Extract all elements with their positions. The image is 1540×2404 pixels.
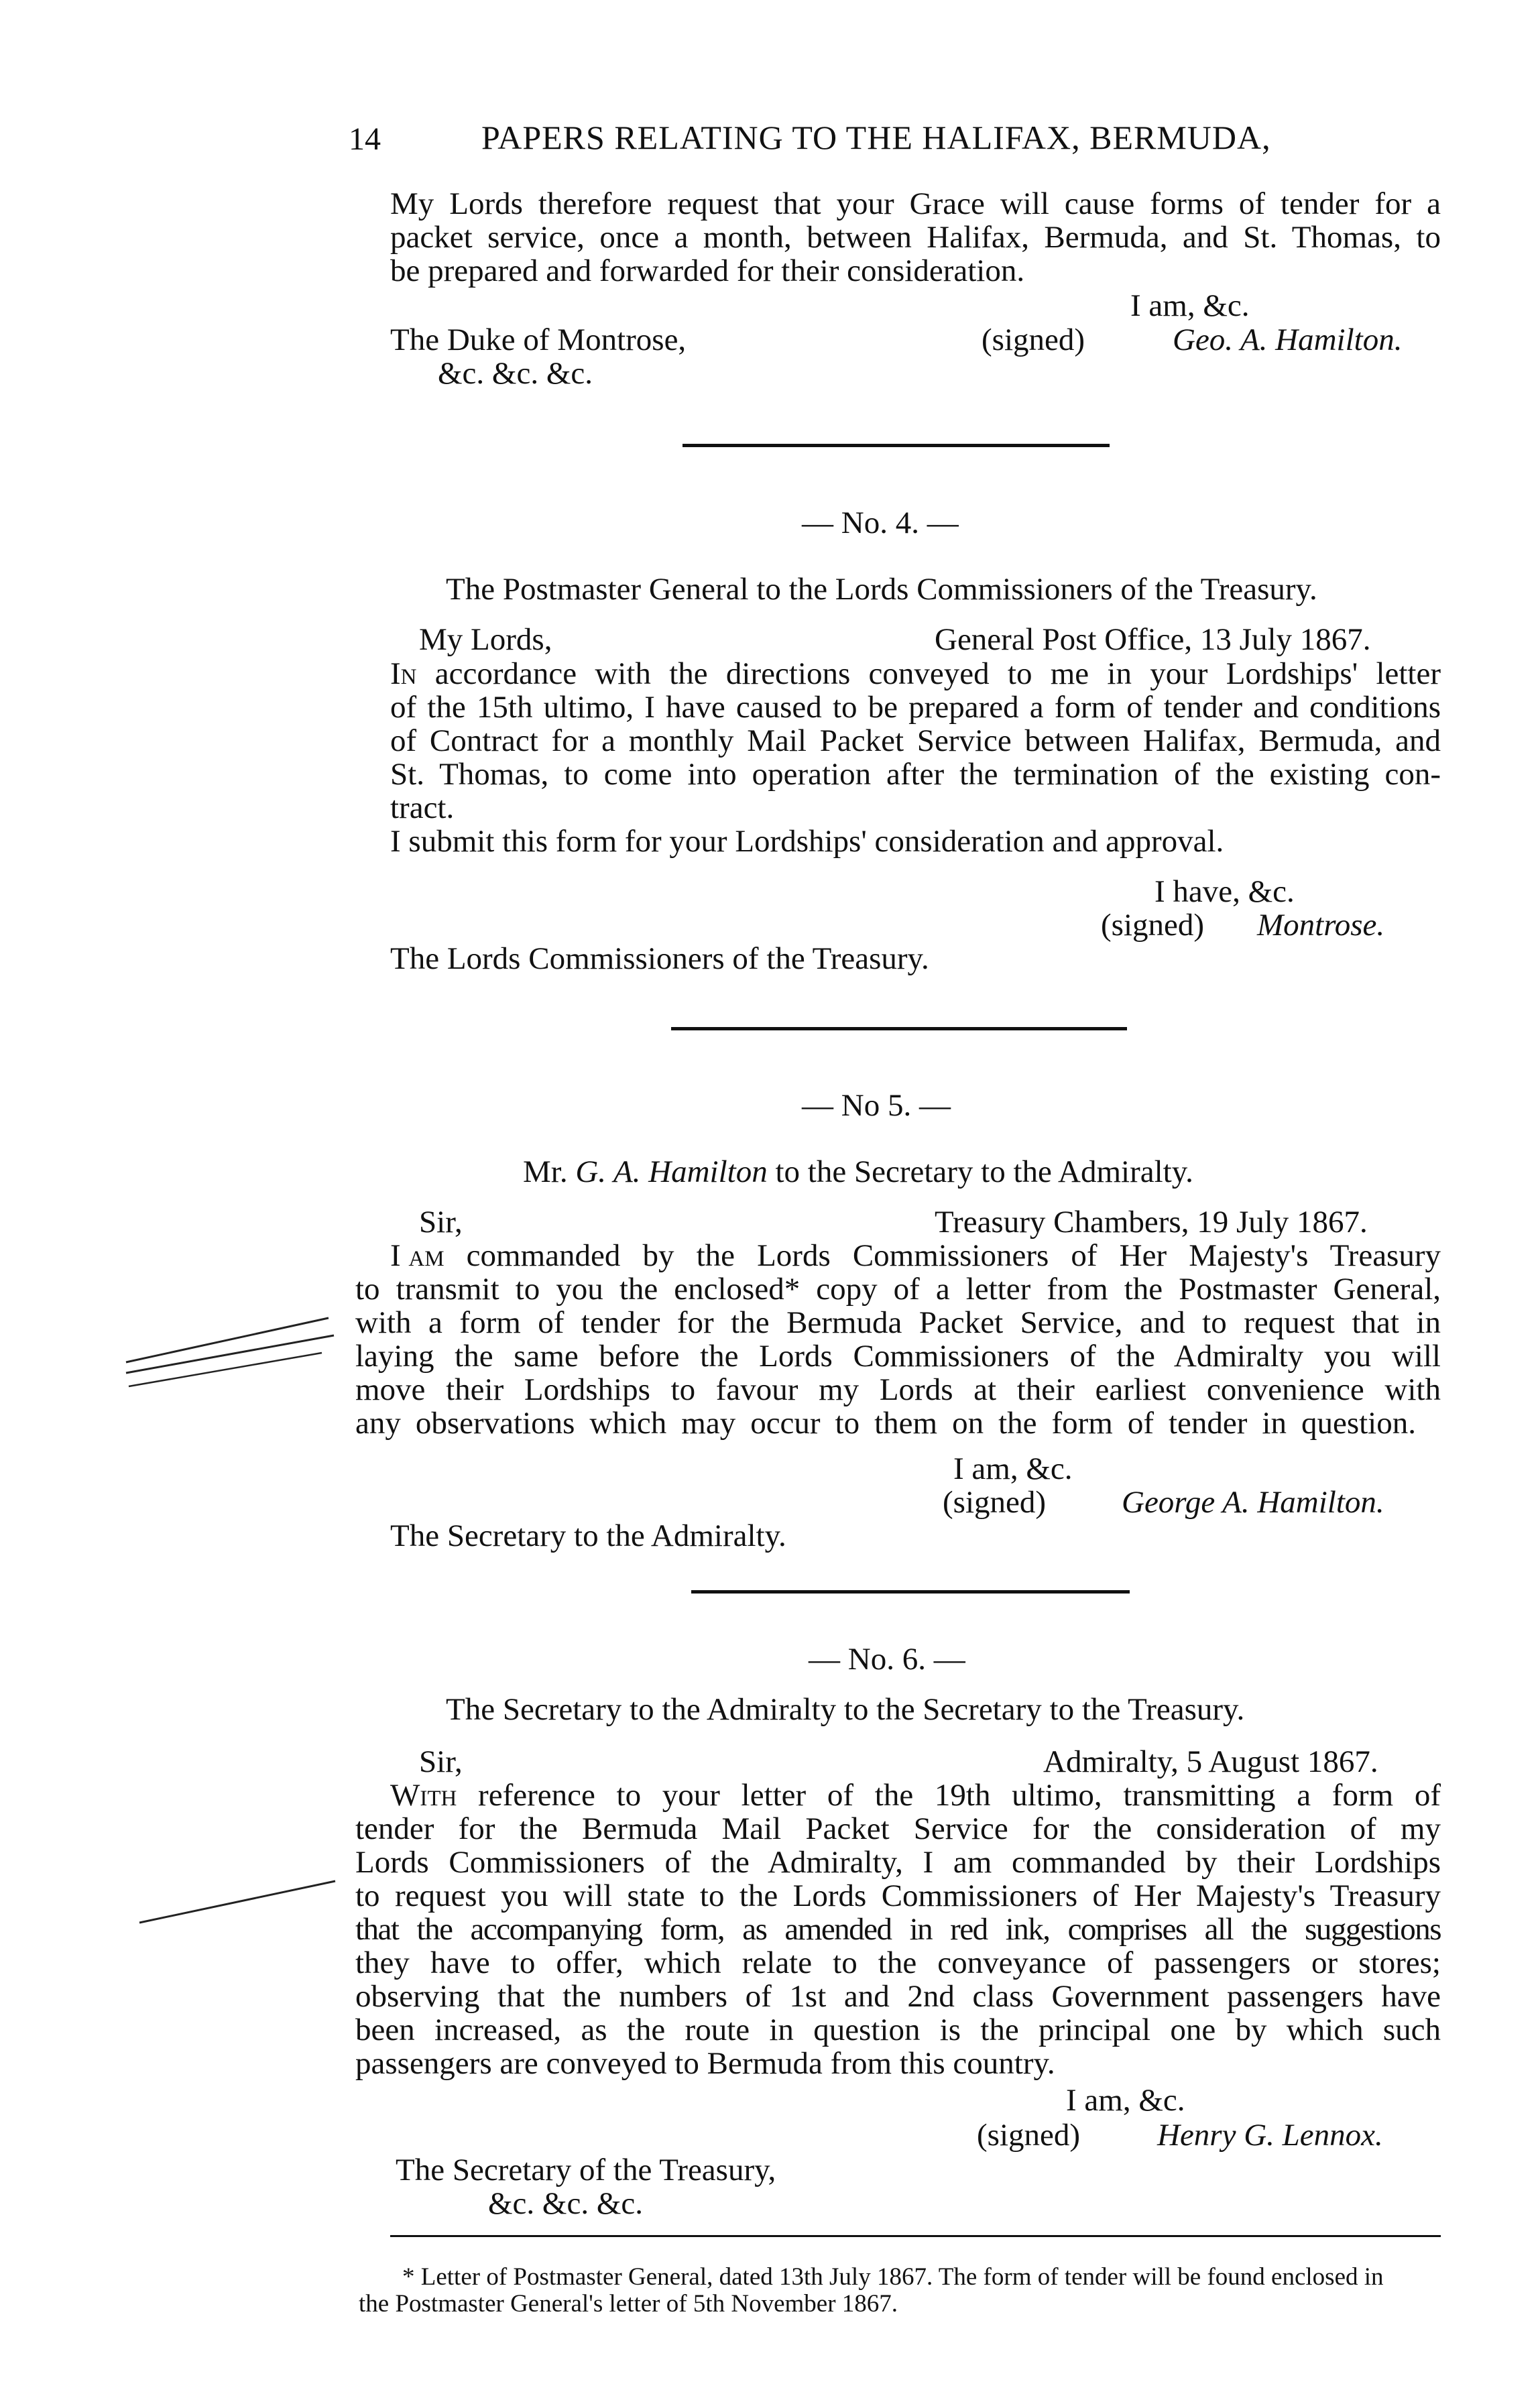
- letter-heading: The Secretary to the Admiralty to the Secretary to the Treasury.: [446, 1692, 1245, 1727]
- salutation: My Lords,: [419, 622, 552, 657]
- text-line: My Lords therefore request that your Grace will cause forms of tender for a: [390, 186, 1441, 221]
- section-divider: [683, 444, 1110, 447]
- text-line: [390, 657, 1441, 690]
- text-line: tract.: [390, 790, 455, 825]
- text-line: any observations which may occur to them on the form of tender in question.: [355, 1406, 1416, 1441]
- place-date: General Post Office, 13 July 1867.: [935, 622, 1371, 657]
- signed-label: (signed): [1101, 908, 1205, 943]
- footnote-rule: [390, 2235, 1441, 2237]
- place-date: Treasury Chambers, 19 July 1867.: [935, 1205, 1368, 1240]
- salutation: Sir,: [419, 1205, 463, 1240]
- margin-strokes: [121, 1301, 342, 1401]
- text-line: laying the same before the Lords Commissioners of the Admiralty you will: [355, 1339, 1441, 1374]
- section-number: — No 5. —: [802, 1088, 951, 1123]
- salutation: Sir,: [419, 1744, 463, 1779]
- text-line: of Contract for a monthly Mail Packet Service between Halifax, Bermuda, and: [390, 723, 1441, 758]
- signed-label: (signed): [982, 322, 1085, 357]
- text-line: they have to offer, which relate to the conveyance of passengers or stores;: [355, 1945, 1441, 1980]
- running-title: PAPERS RELATING TO THE HALIFAX, BERMUDA,: [481, 119, 1271, 156]
- addressee: The Secretary of the Treasury,: [396, 2153, 776, 2187]
- place-date: Admiralty, 5 August 1867.: [1043, 1744, 1378, 1779]
- text-line: to request you will state to the Lords Commissioners of Her Majesty's Treasury: [355, 1878, 1441, 1913]
- closing: I have, &c.: [1154, 874, 1295, 909]
- text-line: Lords Commissioners of the Admiralty, I am commanded by their Lordships: [355, 1845, 1441, 1880]
- text-line-rest: commanded by the Lords Commissioners of Her Majesty's Treasury: [444, 1238, 1441, 1273]
- addressee: The Lords Commissioners of the Treasury.: [390, 941, 929, 976]
- text-line: been increased, as the route in question is the principal one by which such: [355, 2012, 1441, 2047]
- letter-heading: [523, 1155, 1193, 1189]
- page-number: 14: [349, 121, 381, 157]
- addressee-etc: &c. &c. &c.: [488, 2186, 644, 2221]
- text-line: move their Lordships to favour my Lords at their earliest convenience with: [355, 1372, 1441, 1407]
- signed-label: (signed): [977, 2118, 1081, 2153]
- text-line: observing that the numbers of 1st and 2nd class Government passengers have: [355, 1979, 1441, 2014]
- text-line-rest: reference to your letter of the 19th ultimo, transmitting a form of: [457, 1778, 1441, 1813]
- signature: George A. Hamilton.: [1122, 1485, 1384, 1520]
- signature: Montrose.: [1257, 908, 1385, 943]
- heading-text: to the Secretary to the Admiralty.: [767, 1154, 1193, 1189]
- text-line: to transmit to you the enclosed* copy of a letter from the Postmaster General,: [355, 1272, 1441, 1307]
- footnote-line: * Letter of Postmaster General, dated 13th July 1867. The form of tender will be found enclosed in: [402, 2263, 1384, 2291]
- text-line: of the 15th ultimo, I have caused to be prepared a form of tender and conditions: [390, 690, 1441, 725]
- text-line: tender for the Bermuda Mail Packet Service for the consideration of my: [355, 1811, 1441, 1846]
- closing: I am, &c.: [953, 1451, 1073, 1486]
- addressee-etc: &c. &c. &c.: [438, 356, 593, 391]
- section-divider: [671, 1027, 1127, 1030]
- signature: Geo. A. Hamilton.: [1173, 322, 1403, 357]
- section-number: — No. 6. —: [809, 1642, 965, 1677]
- closing: I am, &c.: [1066, 2083, 1185, 2118]
- closing: I am, &c.: [1130, 288, 1250, 323]
- text-line-rest: accordance with the directions conveyed to me in your Lordships' letter: [416, 656, 1441, 691]
- drop-word: In: [390, 656, 417, 691]
- text-line: with a form of tender for the Bermuda Packet Service, and to request that in: [355, 1305, 1441, 1340]
- section-divider: [691, 1590, 1130, 1594]
- drop-word: I am: [390, 1238, 445, 1273]
- heading-text: Mr.: [523, 1154, 576, 1189]
- paragraph-2: I submit this form for your Lordships' consideration and approval.: [390, 824, 1224, 859]
- section-number: — No. 4. —: [802, 505, 959, 540]
- text-line: [390, 1239, 1441, 1272]
- letter-heading: The Postmaster General to the Lords Commissioners of the Treasury.: [446, 572, 1317, 607]
- heading-name: G. A. Hamilton: [575, 1154, 768, 1189]
- footnote-line: the Postmaster General's letter of 5th November 1867.: [359, 2290, 898, 2318]
- text-line: passengers are conveyed to Bermuda from this country.: [355, 2046, 1055, 2081]
- signed-label: (signed): [943, 1485, 1047, 1520]
- text-line: be prepared and forwarded for their consideration.: [390, 253, 1025, 288]
- margin-stroke: [134, 1870, 342, 1931]
- drop-word: With: [390, 1778, 457, 1813]
- text-line: that the accompanying form, as amended in red ink, comprises all the suggestions: [355, 1912, 1441, 1947]
- addressee: The Duke of Montrose,: [390, 322, 687, 357]
- text-line: [390, 1779, 1441, 1812]
- addressee: The Secretary to the Admiralty.: [390, 1518, 786, 1553]
- text-line: packet service, once a month, between Halifax, Bermuda, and St. Thomas, to: [390, 220, 1441, 255]
- signature: Henry G. Lennox.: [1157, 2118, 1383, 2153]
- text-line: St. Thomas, to come into operation after the termination of the existing con-: [390, 757, 1441, 792]
